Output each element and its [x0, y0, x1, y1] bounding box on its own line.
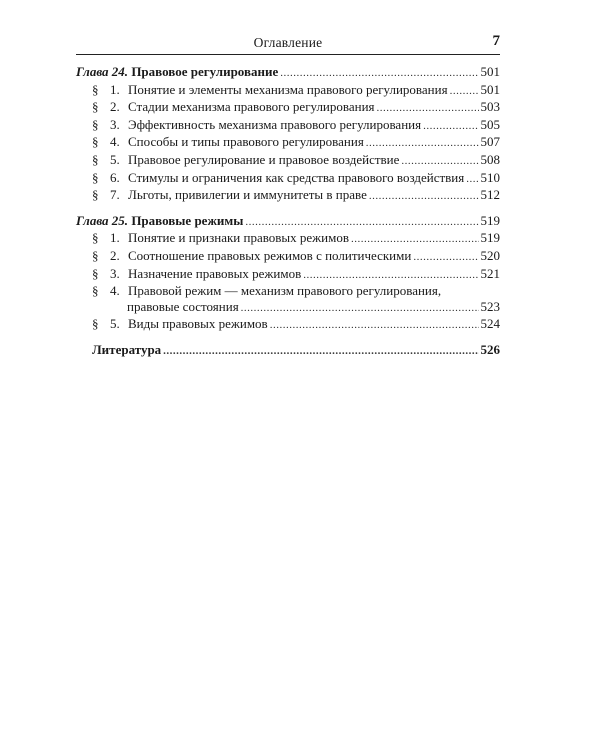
section-title: Способы и типы правового регулирования [128, 134, 364, 150]
section-sign: § [92, 283, 99, 299]
section-sign: § [92, 169, 99, 185]
section-page: 523 [480, 298, 500, 314]
section-title: Правовое регулирование и правовое воздействие [128, 151, 400, 167]
toc-literature [76, 342, 500, 360]
section-sign: § [92, 99, 99, 115]
section-number: 2. [110, 99, 120, 115]
chapter-title: Правовое регулирование [131, 64, 279, 79]
section-title: Правовой режим — механизм правового регулирования, [128, 283, 442, 299]
dot-leader [423, 119, 478, 135]
section-number: 5. [110, 316, 120, 332]
section-number: 4. [110, 283, 120, 299]
literature-page: 526 [480, 341, 500, 357]
section-title: Назначение правовых режимов [128, 265, 302, 281]
section-number: 1. [110, 81, 120, 97]
section-page: 508 [480, 151, 500, 167]
toc-section [76, 152, 500, 170]
section-page: 503 [480, 99, 500, 115]
running-header [76, 32, 500, 55]
section-page: 505 [480, 116, 500, 132]
toc-section [76, 316, 500, 334]
toc-section [76, 170, 500, 188]
dot-leader [401, 154, 478, 170]
section-page: 510 [480, 169, 500, 185]
literature-title: Литература [92, 341, 162, 357]
toc-section [76, 99, 500, 117]
section-number: 6. [110, 169, 120, 185]
section-page: 521 [480, 265, 500, 281]
section-number: 3. [110, 116, 120, 132]
section-page: 520 [480, 247, 500, 263]
section-page: 524 [480, 316, 500, 332]
section-number: 2. [110, 247, 120, 263]
section-page: 512 [480, 187, 500, 203]
chapter-label: Глава 24. [76, 64, 129, 79]
section-title: Виды правовых режимов [128, 316, 268, 332]
section-number: 5. [110, 151, 120, 167]
toc-section [76, 283, 500, 299]
dot-leader [270, 318, 479, 334]
section-title: Стимулы и ограничения как средства правового воздействия [128, 169, 465, 185]
dot-leader [163, 344, 478, 360]
table-of-contents [76, 64, 500, 360]
dot-leader [377, 101, 479, 117]
section-title: Эффективность механизма правового регулирования [128, 116, 422, 132]
toc-section [76, 248, 500, 266]
toc-section-continuation [76, 299, 500, 317]
chapter-label: Глава 25. [76, 212, 129, 228]
running-header-title: Оглавление [253, 35, 323, 50]
section-title-continued: правовые состояния [127, 298, 239, 314]
section-number: 7. [110, 187, 120, 203]
dot-leader [413, 250, 478, 266]
toc-section [76, 117, 500, 135]
section-title: Соотношение правовых режимов с политическими [128, 247, 412, 263]
section-sign: § [92, 151, 99, 167]
section-sign: § [92, 187, 99, 203]
section-title: Стадии механизма правового регулирования [128, 99, 375, 115]
chapter-page: 501 [480, 64, 500, 79]
section-title: Льготы, привилегии и иммунитеты в праве [128, 187, 367, 203]
chapter-title: Правовые режимы [131, 212, 244, 228]
section-sign: § [92, 247, 99, 263]
section-number: 1. [110, 230, 120, 246]
section-sign: § [92, 116, 99, 132]
chapter-page: 519 [480, 212, 500, 228]
dot-leader [366, 136, 479, 152]
dot-leader [351, 232, 479, 248]
section-title: Понятие и признаки правовых режимов [128, 230, 349, 246]
dot-leader [245, 215, 478, 231]
toc-section [76, 266, 500, 284]
dot-leader [466, 172, 478, 188]
section-sign: § [92, 316, 99, 332]
section-number: 3. [110, 265, 120, 281]
dot-leader [303, 268, 478, 284]
page-number: 7 [492, 33, 500, 49]
section-sign: § [92, 134, 99, 150]
section-title: Понятие и элементы механизма правового регулирования [128, 81, 448, 97]
toc-section [76, 82, 500, 100]
dot-leader [450, 84, 479, 100]
section-page: 519 [480, 230, 500, 246]
toc-section [76, 134, 500, 152]
toc-chapter-24 [76, 64, 500, 82]
section-page: 501 [480, 81, 500, 97]
toc-section [76, 187, 500, 205]
toc-chapter-25 [76, 213, 500, 231]
dot-leader [241, 301, 479, 317]
section-number: 4. [110, 134, 120, 150]
dot-leader [369, 189, 479, 205]
section-sign: § [92, 230, 99, 246]
section-sign: § [92, 81, 99, 97]
section-page: 507 [480, 134, 500, 150]
dot-leader [280, 66, 478, 82]
section-sign: § [92, 265, 99, 281]
toc-section [76, 230, 500, 248]
